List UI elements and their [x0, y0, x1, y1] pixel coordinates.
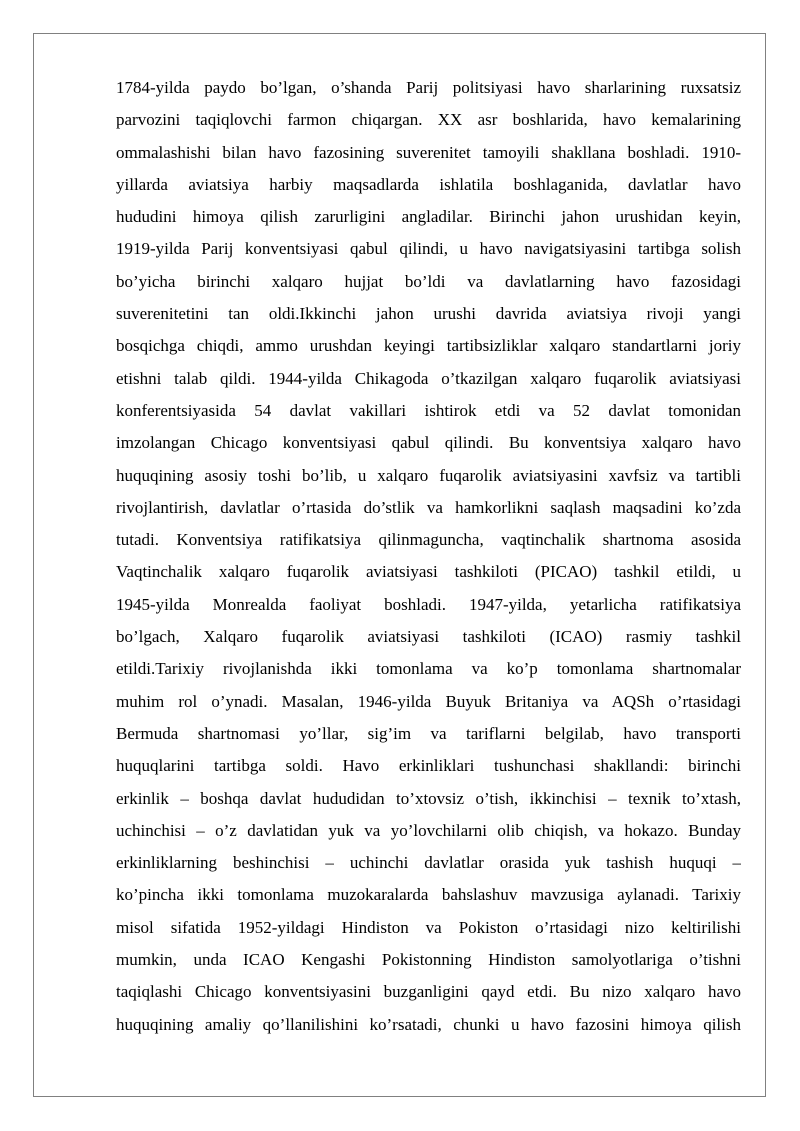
text-line: parvozini taqiqlovchi farmon chiqargan. XX asr boshlarida, havo kemalarining	[116, 110, 741, 130]
text-line: muhim rol o’ynadi. Masalan, 1946-yilda Buyuk Britaniya va AQSh o’rtasidagi	[116, 691, 741, 711]
text-line: bo’yicha birinchi xalqaro hujjat bo’ldi va davlatlarning havo fazosidagi	[116, 271, 741, 291]
text-line: Bermuda shartnomasi yo’llar, sig’im va tariflarni belgilab, havo transporti	[116, 723, 741, 743]
text-line: etildi.Tarixiy rivojlanishda ikki tomonlama va ko’p tomonlama shartnomalar	[116, 659, 741, 679]
text-line: erkinliklarning beshinchisi – uchinchi davlatlar orasida yuk tashish huquqi –	[116, 853, 741, 873]
text-line: hududini himoya qilish zarurligini angladilar. Birinchi jahon urushidan keyin,	[116, 207, 741, 227]
text-line: huquqining amaliy qo’llanilishini ko’rsatadi, chunki u havo fazosini himoya qilish	[116, 1014, 741, 1034]
text-line: 1784-yilda paydo bo’lgan, o’shanda Parij politsiyasi havo sharlarining ruxsatsiz	[116, 78, 741, 97]
text-line: suverenitetini tan oldi.Ikkinchi jahon urushi davrida aviatsiya rivoji yangi	[116, 304, 741, 324]
text-line: rivojlantirish, davlatlar o’rtasida do’stlik va hamkorlikni saqlash maqsadini ko’zda	[116, 497, 741, 517]
text-line: uchinchisi – o’z davlatidan yuk va yo’lovchilarni olib chiqish, va hokazo. Bunday	[116, 820, 741, 840]
text-line: misol sifatida 1952-yildagi Hindiston va Pokiston o’rtasidagi nizo keltirilishi	[116, 917, 741, 937]
document-body-text	[116, 72, 741, 1041]
text-line: Vaqtinchalik xalqaro fuqarolik aviatsiyasi tashkiloti (PICAO) tashkil etildi, u	[116, 562, 741, 582]
text-line: erkinlik – boshqa davlat hududidan to’xtovsiz o’tish, ikkinchisi – texnik to’xtash,	[116, 788, 741, 808]
text-line: 1919-yilda Parij konventsiyasi qabul qilindi, u havo navigatsiyasini tartibga solish	[116, 239, 741, 259]
text-line: imzolangan Chicago konventsiyasi qabul qilindi. Bu konventsiya xalqaro havo	[116, 433, 741, 453]
text-line: huquqining asosiy toshi bo’lib, u xalqaro fuqarolik aviatsiyasini xavfsiz va tartibli	[116, 465, 741, 485]
text-line: tutadi. Konventsiya ratifikatsiya qilinmaguncha, vaqtinchalik shartnoma asosida	[116, 530, 741, 550]
text-line: ko’pincha ikki tomonlama muzokaralarda bahslashuv mavzusiga aylanadi. Tarixiy	[116, 885, 741, 905]
text-line: mumkin, unda ICAO Kengashi Pokistonning Hindiston samolyotlariga o’tishni	[116, 950, 741, 970]
text-line: huquqlarini tartibga soldi. Havo erkinliklari tushunchasi shakllandi: birinchi	[116, 756, 741, 776]
text-line: ommalashishi bilan havo fazosining suverenitet tamoyili shakllana boshladi. 1910-	[116, 142, 741, 162]
text-line: etishni talab qildi. 1944-yilda Chikagoda o’tkazilgan xalqaro fuqarolik aviatsiyasi	[116, 368, 741, 388]
text-line: taqiqlashi Chicago konventsiyasini buzganligini qayd etdi. Bu nizo xalqaro havo	[116, 982, 741, 1002]
text-line: 1945-yilda Monrealda faoliyat boshladi. 1947-yilda, yetarlicha ratifikatsiya	[116, 594, 741, 614]
text-line: yillarda aviatsiya harbiy maqsadlarda ishlatila boshlaganida, davlatlar havo	[116, 174, 741, 194]
text-line: bo’lgach, Xalqaro fuqarolik aviatsiyasi tashkiloti (ICAO) rasmiy tashkil	[116, 627, 741, 647]
text-line: konferentsiyasida 54 davlat vakillari ishtirok etdi va 52 davlat tomonidan	[116, 400, 741, 420]
text-line: bosqichga chiqdi, ammo urushdan keyingi tartibsizliklar xalqaro standartlarni joriy	[116, 336, 741, 356]
